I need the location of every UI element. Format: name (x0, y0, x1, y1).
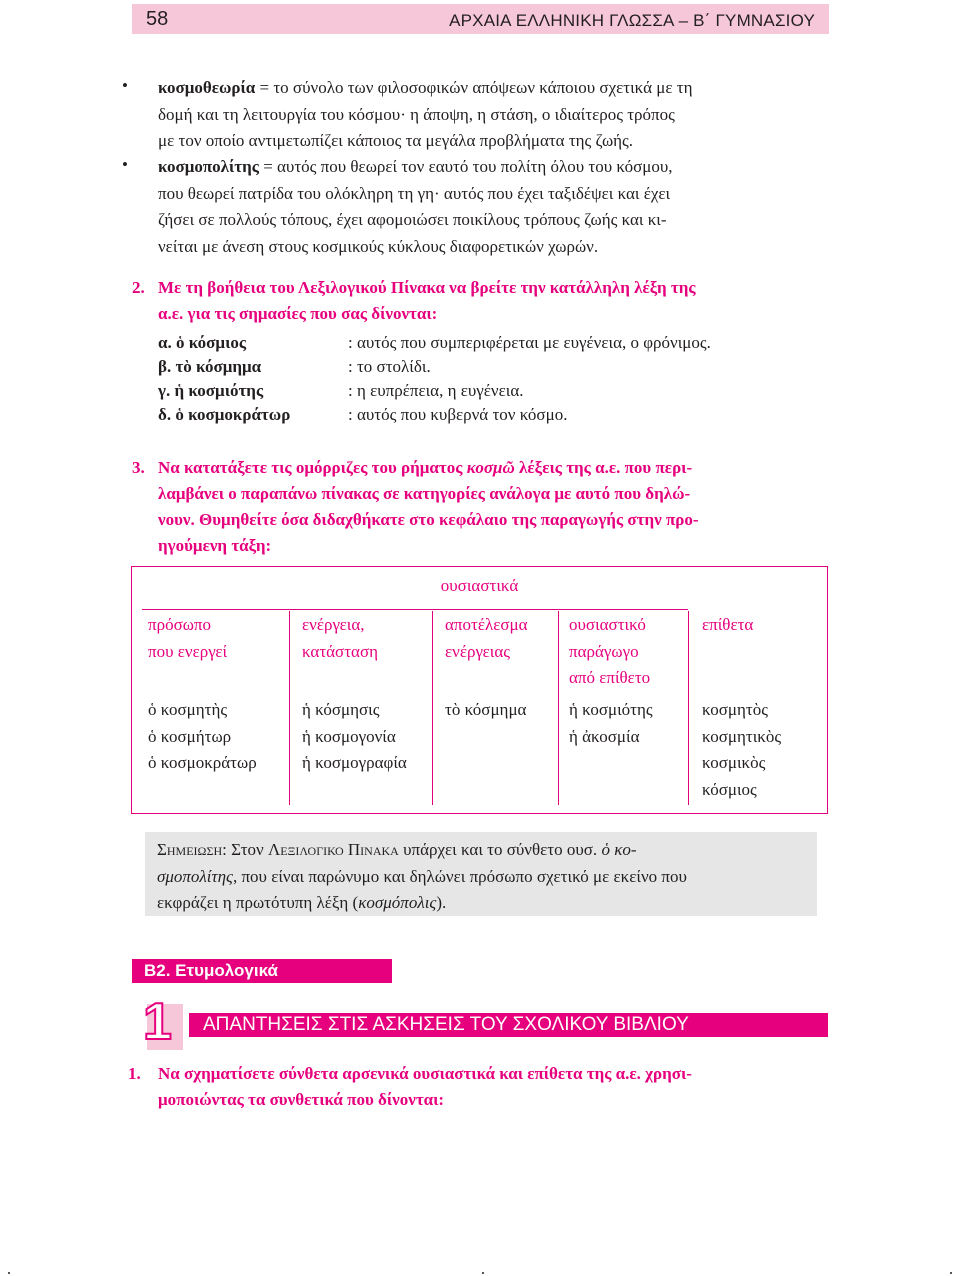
bullet-text: νείται με άνεση στους κοσμικούς κύκλους διαφορετικών χωρών. (158, 236, 599, 256)
definition-text: : το στολίδι. (348, 357, 431, 376)
table-cell: τὸ κόσμημα (445, 700, 527, 719)
bullet-dot: • (122, 76, 128, 95)
question-number: 3. (132, 458, 145, 477)
header-line: παράγωγο (569, 641, 639, 661)
definition-term: α. ὁ κόσμιος (158, 333, 247, 352)
question-number: 2. (132, 278, 145, 297)
table-cell: ἡ ἀκοσμία (569, 726, 640, 746)
table-column-cells (148, 697, 257, 777)
section-heading-b2: Β2. Ετυμολογικά (132, 959, 392, 983)
bullet-kosmotheoria (158, 75, 838, 155)
table-column-header (569, 612, 650, 692)
header-line: ενέργεια, (302, 615, 365, 634)
bullet-text: με τον οποίο αντιμετωπίζει κάποιος τα μεγάλα προβλήματα της ζωής. (158, 131, 634, 150)
question-text: λέξεις της α.ε. που περι- (514, 458, 693, 477)
question-text: ηγούμενη τάξη: (158, 536, 272, 555)
bullet-text: = αυτός που θεωρεί τον εαυτό του πολίτη όλου του κόσμου, (258, 157, 673, 176)
bullet-text: που θεωρεί πατρίδα του ολόκληρη τη γη· αυτός που έχει ταξιδέψει και έχει (158, 183, 671, 203)
table-cell: ἡ κοσμιότης (569, 700, 653, 719)
crop-mark (950, 1272, 952, 1274)
note-text: Λεξιλογικο Πινακα (267, 840, 399, 859)
definition-text: : αυτός που κυβερνά τον κόσμο. (348, 405, 568, 424)
table-cell: ἡ κοσμογονία (302, 726, 396, 746)
header-line: ενέργειας (445, 641, 511, 661)
note-text: ). (436, 893, 447, 912)
bullet-dot: • (122, 155, 128, 174)
page-number: 58 (146, 8, 169, 30)
note-label: Σημειωση: (157, 840, 227, 859)
header-line: από επίθετο (569, 668, 651, 687)
table-cell: ἡ κόσμησις (302, 700, 380, 719)
table-cell: κόσμιος (702, 779, 757, 799)
question-text: μοποιώντας τα συνθετικά που δίνονται: (158, 1090, 445, 1109)
note-box (145, 832, 817, 916)
note-text: εκφράζει η πρωτότυπη λέξη ( (157, 893, 359, 912)
bullet-term: κοσμοθεωρία (158, 78, 256, 97)
table-column-cells (302, 697, 407, 777)
note-text: , που είναι παρώνυμο και δηλώνει πρόσωπο σχετικό με εκείνο που (232, 866, 687, 886)
table-column-divider (558, 611, 559, 805)
definition-term: δ. ὁ κοσμοκράτωρ (158, 405, 291, 424)
definition-term: β. τὸ κόσμημα (158, 357, 262, 376)
header-line: κατάσταση (302, 641, 379, 661)
question-number: 1. (128, 1064, 141, 1083)
question-2 (132, 275, 834, 327)
definition-text: : η ευπρέπεια, η ευγένεια. (348, 381, 524, 400)
crop-mark (8, 1272, 10, 1274)
table-column-header (445, 612, 528, 665)
question-text: α.ε. για τις σημασίες που σας δίνονται: (158, 304, 438, 323)
header-line: επίθετα (702, 615, 754, 634)
header-line: πρόσωπο (148, 615, 212, 634)
definition-text: : αυτός που συμπεριφέρεται με ευγένεια, ο φρόνιμος. (348, 333, 711, 352)
question-text: Με τη βοήθεια του Λεξιλογικού Πίνακα να βρείτε την κατάλληλη λέξη της (158, 278, 696, 297)
running-title: ΑΡΧΑΙΑ ΕΛΛΗΝΙΚΗ ΓΛΩΣΣΑ – Β΄ ΓΥΜΝΑΣΙΟΥ (449, 11, 815, 30)
table-cell: ἡ κοσμογραφία (302, 753, 407, 772)
header-line: αποτέλεσμα (445, 615, 528, 634)
table-column-header (148, 612, 227, 665)
note-term: σμοπολίτης (157, 866, 233, 886)
bullet-text: δομή και τη λειτουργία του κόσμου· η άποψη, η στάση, ο ιδιαίτερος τρόπος (158, 104, 675, 124)
table-cell: ὁ κοσμοκράτωρ (148, 753, 257, 772)
table-column-cells (445, 697, 526, 724)
question-text: νουν. Θυμηθείτε όσα διδαχθήκατε στο κεφάλαιο της παραγωγής στην προ- (158, 510, 699, 529)
section-number-badge (141, 993, 185, 1051)
derivatives-table (131, 566, 828, 814)
page-header (132, 4, 829, 34)
table-divider (142, 609, 688, 610)
table-column-header (302, 612, 378, 665)
table-column-divider (432, 611, 433, 805)
note-text: υπάρχει και το σύνθετο ουσ. (398, 840, 602, 859)
question-verb: κοσμῶ (466, 458, 515, 477)
table-cell: κοσμητικὸς (702, 726, 782, 746)
crop-mark (482, 1272, 484, 1274)
note-term: ὁ κο- (601, 840, 637, 859)
table-cell: κοσμικὸς (702, 753, 766, 772)
table-group-header: ουσιαστικά (440, 576, 519, 595)
header-line: που ενεργεί (148, 641, 228, 661)
question-text: λαμβάνει ο παραπάνω πίνακας σε κατηγορίες ανάλογα με αυτό που δηλώ- (158, 484, 691, 503)
table-column-header (702, 612, 753, 639)
bullet-text: = το σύνολο των φιλοσοφικών απόψεων κάποιου σχετικά με τη (255, 78, 693, 97)
badge-digit: 1 (143, 993, 172, 1051)
question-1 (128, 1061, 834, 1113)
header-line: ουσιαστικό (569, 615, 646, 634)
note-text: Στον (226, 840, 268, 859)
question-text: Να κατατάξετε τις ομόρριζες του ρήματος (158, 458, 467, 477)
table-cell: ὁ κοσμήτωρ (148, 726, 232, 746)
table-column-cells (702, 697, 781, 803)
table-column-divider (289, 611, 290, 805)
question-text: Να σχηματίσετε σύνθετα αρσενικά ουσιαστικά και επίθετα της α.ε. χρησι- (158, 1064, 692, 1083)
bullet-term: κοσμοπολίτης (158, 157, 259, 176)
table-cell: ὁ κοσμητὴς (148, 700, 228, 719)
question-3 (132, 455, 834, 559)
bullet-text: ζήσει σε πολλούς τόπους, έχει αφομοιώσει ποικίλους τρόπους ζωής και κι- (158, 210, 667, 229)
answers-banner: ΑΠΑΝΤΗΣΕΙΣ ΣΤΙΣ ΑΣΚΗΣΕΙΣ ΤΟΥ ΣΧΟΛΙΚΟΥ ΒΙΒΛΙΟΥ (189, 1013, 828, 1037)
table-cell: κοσμητὸς (702, 700, 768, 719)
note-term: κοσμόπολις (358, 893, 437, 912)
definition-term: γ. ἡ κοσμιότης (158, 381, 264, 400)
table-column-divider (688, 611, 689, 805)
bullet-kosmopolitis (158, 154, 838, 260)
table-column-cells (569, 697, 653, 750)
